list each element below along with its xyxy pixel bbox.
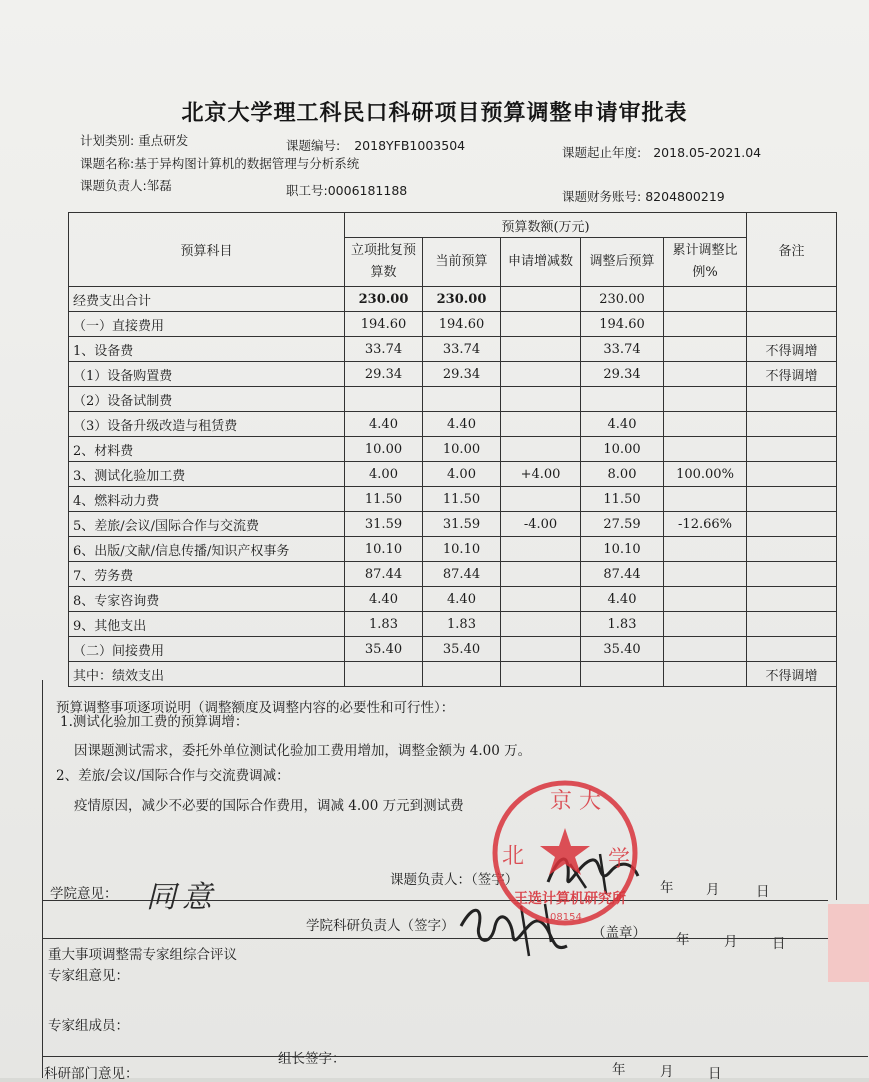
budget-table [68,212,837,687]
leader-label: 课题负责人: [80,178,147,193]
adjustment-explanation [42,680,836,856]
period-field [562,143,761,161]
explanation-item1-body: 因课题测试需求，委托外单位测试化验加工费用增加，调整金额为 4.00 万。 [74,743,532,759]
row-ratio [664,312,747,337]
row-note: 不得调增 [747,362,837,387]
row-current: 35.40 [423,637,501,662]
row-ratio [664,337,747,362]
college-sign-year: 年 [676,932,690,948]
row-ratio [664,387,747,412]
college-sign-day: 日 [772,936,786,952]
row-change: +4.00 [501,462,581,487]
row-item: 8、专家咨询费 [69,587,345,612]
header-current: 当前预算 [423,238,501,287]
research-sign-day: 日 [708,1066,722,1082]
row-note [747,412,837,437]
account-label: 课题财务账号: [562,189,642,204]
row-approved: 4.40 [345,412,423,437]
row-ratio [664,437,747,462]
row-ratio [664,562,747,587]
row-item: （2）设备试制费 [69,387,345,412]
college-research-sign-label: 学院科研负责人（签字） [306,918,455,934]
row-current: 11.50 [423,487,501,512]
row-note [747,512,837,537]
row-current: 29.34 [423,362,501,387]
table-row [69,562,837,587]
table-row [69,287,837,312]
row-adjusted: 33.74 [581,337,664,362]
row-change [501,312,581,337]
leader-signature-label: 课题负责人：（签字） [390,872,519,888]
project-name-value: 基于异构图计算机的数据管理与分析系统 [134,156,360,171]
row-change [501,387,581,412]
period-label: 课题起止年度: [562,145,642,160]
row-change [501,587,581,612]
table-row [69,412,837,437]
header-ratio: 累计调整比例% [664,238,747,287]
row-approved: 35.40 [345,637,423,662]
row-note [747,562,837,587]
row-approved: 29.34 [345,362,423,387]
row-note [747,387,837,412]
staff-no-value: 0006181188 [327,183,408,198]
plan-type-field [80,131,188,149]
table-row [69,362,837,387]
row-adjusted [581,387,664,412]
row-adjusted: 194.60 [581,312,664,337]
research-section-border [42,1056,868,1057]
row-change [501,562,581,587]
row-change [501,287,581,312]
project-name-label: 课题名称: [80,156,135,171]
row-current: 10.00 [423,437,501,462]
table-row [69,512,837,537]
row-item: 3、测试化验加工费 [69,462,345,487]
row-current: 4.00 [423,462,501,487]
table-row [69,437,837,462]
staff-no-field [286,181,407,199]
row-note [747,537,837,562]
row-change [501,612,581,637]
row-ratio [664,487,747,512]
row-current: 33.74 [423,337,501,362]
row-item: （3）设备升级改造与租赁费 [69,412,345,437]
row-item: 5、差旅/会议/国际合作与交流费 [69,512,345,537]
row-note [747,462,837,487]
college-opinion-handwriting: 同意 [146,880,218,915]
row-item: 4、燃料动力费 [69,487,345,512]
row-adjusted: 29.34 [581,362,664,387]
row-approved: 4.40 [345,587,423,612]
row-ratio [664,412,747,437]
explanation-item2-title: 2、差旅/会议/国际合作与交流费调减： [56,768,290,784]
row-current: 10.10 [423,537,501,562]
row-change [501,437,581,462]
header-budget-item: 预算科目 [69,213,345,287]
table-row [69,462,837,487]
row-ratio [664,287,747,312]
seal-left-text: 北 [502,844,525,869]
period-value: 2018.05-2021.04 [653,145,762,160]
row-note: 不得调增 [747,662,837,687]
row-note [747,312,837,337]
row-ratio [664,537,747,562]
explanation-heading: 预算调整事项逐项说明（调整额度及调整内容的必要性和可行性）： [56,700,455,716]
row-note [747,487,837,512]
row-item: 其中：绩效支出 [69,662,345,687]
row-current: 87.44 [423,562,501,587]
plan-type-value: 重点研发 [138,133,189,148]
row-current: 4.40 [423,587,501,612]
row-change [501,412,581,437]
row-adjusted: 10.10 [581,537,664,562]
row-adjusted: 10.00 [581,437,664,462]
row-adjusted: 1.83 [581,612,664,637]
expert-opinion-label: 专家组意见： [48,968,129,984]
leader-sign-day: 日 [756,884,770,900]
row-ratio: 100.00% [664,462,747,487]
row-approved: 33.74 [345,337,423,362]
row-adjusted: 35.40 [581,637,664,662]
row-change: -4.00 [501,512,581,537]
row-note: 不得调增 [747,337,837,362]
row-approved: 10.00 [345,437,423,462]
row-approved: 194.60 [345,312,423,337]
row-adjusted: 230.00 [581,287,664,312]
row-adjusted: 11.50 [581,487,664,512]
expert-leader-sign-label: 组长签字： [278,1051,346,1067]
row-approved: 230.00 [345,287,423,312]
table-row [69,387,837,412]
row-change [501,537,581,562]
row-approved: 31.59 [345,512,423,537]
row-ratio [664,587,747,612]
row-note [747,612,837,637]
leader-sign-month: 月 [706,882,720,898]
seal-number: 08154 [550,912,582,923]
row-change [501,337,581,362]
row-approved [345,387,423,412]
row-note [747,587,837,612]
row-approved: 87.44 [345,562,423,587]
row-item: 6、出版/文献/信息传播/知识产权事务 [69,537,345,562]
expert-members-label: 专家组成员： [48,1018,129,1034]
row-item: （1）设备购置费 [69,362,345,387]
research-sign-year: 年 [612,1062,626,1078]
row-note [747,637,837,662]
row-item: 经费支出合计 [69,287,345,312]
pink-paper-edge [828,904,869,982]
row-approved: 10.10 [345,537,423,562]
college-sign-month: 月 [724,934,738,950]
table-row [69,587,837,612]
row-approved: 4.00 [345,462,423,487]
row-item: 9、其他支出 [69,612,345,637]
row-approved: 1.83 [345,612,423,637]
account-value: 8204800219 [645,189,725,204]
row-item: 7、劳务费 [69,562,345,587]
table-row [69,487,837,512]
row-current: 4.40 [423,412,501,437]
row-item: （二）间接费用 [69,637,345,662]
explanation-item1-title: 1.测试化验加工费的预算调增： [60,714,249,730]
header-change: 申请增减数 [501,238,581,287]
row-adjusted: 8.00 [581,462,664,487]
row-ratio: -12.66% [664,512,747,537]
row-current [423,387,501,412]
row-item: （一）直接费用 [69,312,345,337]
row-ratio [664,637,747,662]
row-item: 2、材料费 [69,437,345,462]
university-seal [490,778,640,928]
table-row [69,337,837,362]
project-no-field [286,136,465,154]
seal-top-text: 京 大 [550,789,601,814]
research-dept-label: 科研部门意见： [44,1066,139,1082]
row-change [501,487,581,512]
leader-value: 邹磊 [146,178,172,193]
row-note [747,437,837,462]
row-item: 1、设备费 [69,337,345,362]
row-ratio [664,612,747,637]
row-adjusted: 4.40 [581,587,664,612]
explanation-item2-body: 疫情原因，减少不必要的国际合作费用，调减 4.00 万元到测试费 [74,798,464,814]
row-current: 194.60 [423,312,501,337]
row-ratio [664,362,747,387]
college-opinion-label: 学院意见： [50,886,118,902]
table-row [69,637,837,662]
seal-note: （盖章） [592,925,646,941]
row-approved: 11.50 [345,487,423,512]
table-row [69,612,837,637]
row-change [501,362,581,387]
table-row [69,312,837,337]
staff-no-label: 职工号: [286,183,328,198]
header-budget-amount: 预算数额(万元) [345,213,747,238]
row-change [501,637,581,662]
row-current: 1.83 [423,612,501,637]
account-field [562,187,725,205]
research-sign-month: 月 [660,1064,674,1080]
table-row [69,537,837,562]
row-adjusted: 87.44 [581,562,664,587]
row-current: 230.00 [423,287,501,312]
row-current: 31.59 [423,512,501,537]
leader-sign-year: 年 [660,880,674,896]
row-note [747,287,837,312]
seal-right-text: 学 [608,847,631,872]
seal-bottom-text: 王选计算机研究所 [514,891,626,907]
header-approved: 立项批复预算数 [345,238,423,287]
leader-field [80,176,172,194]
right-border [836,680,837,900]
project-no-value: 2018YFB1003504 [354,138,466,153]
row-adjusted: 4.40 [581,412,664,437]
expert-review-label: 重大事项调整需专家组综合评议 [48,947,237,963]
row-adjusted: 27.59 [581,512,664,537]
header-adjusted: 调整后预算 [581,238,664,287]
project-name-field [80,154,359,172]
plan-type-label: 计划类别: [80,133,135,148]
project-no-label: 课题编号: [286,138,341,153]
header-note: 备注 [747,213,837,287]
form-title: 北京大学理工科民口科研项目预算调整申请审批表 [181,100,688,126]
